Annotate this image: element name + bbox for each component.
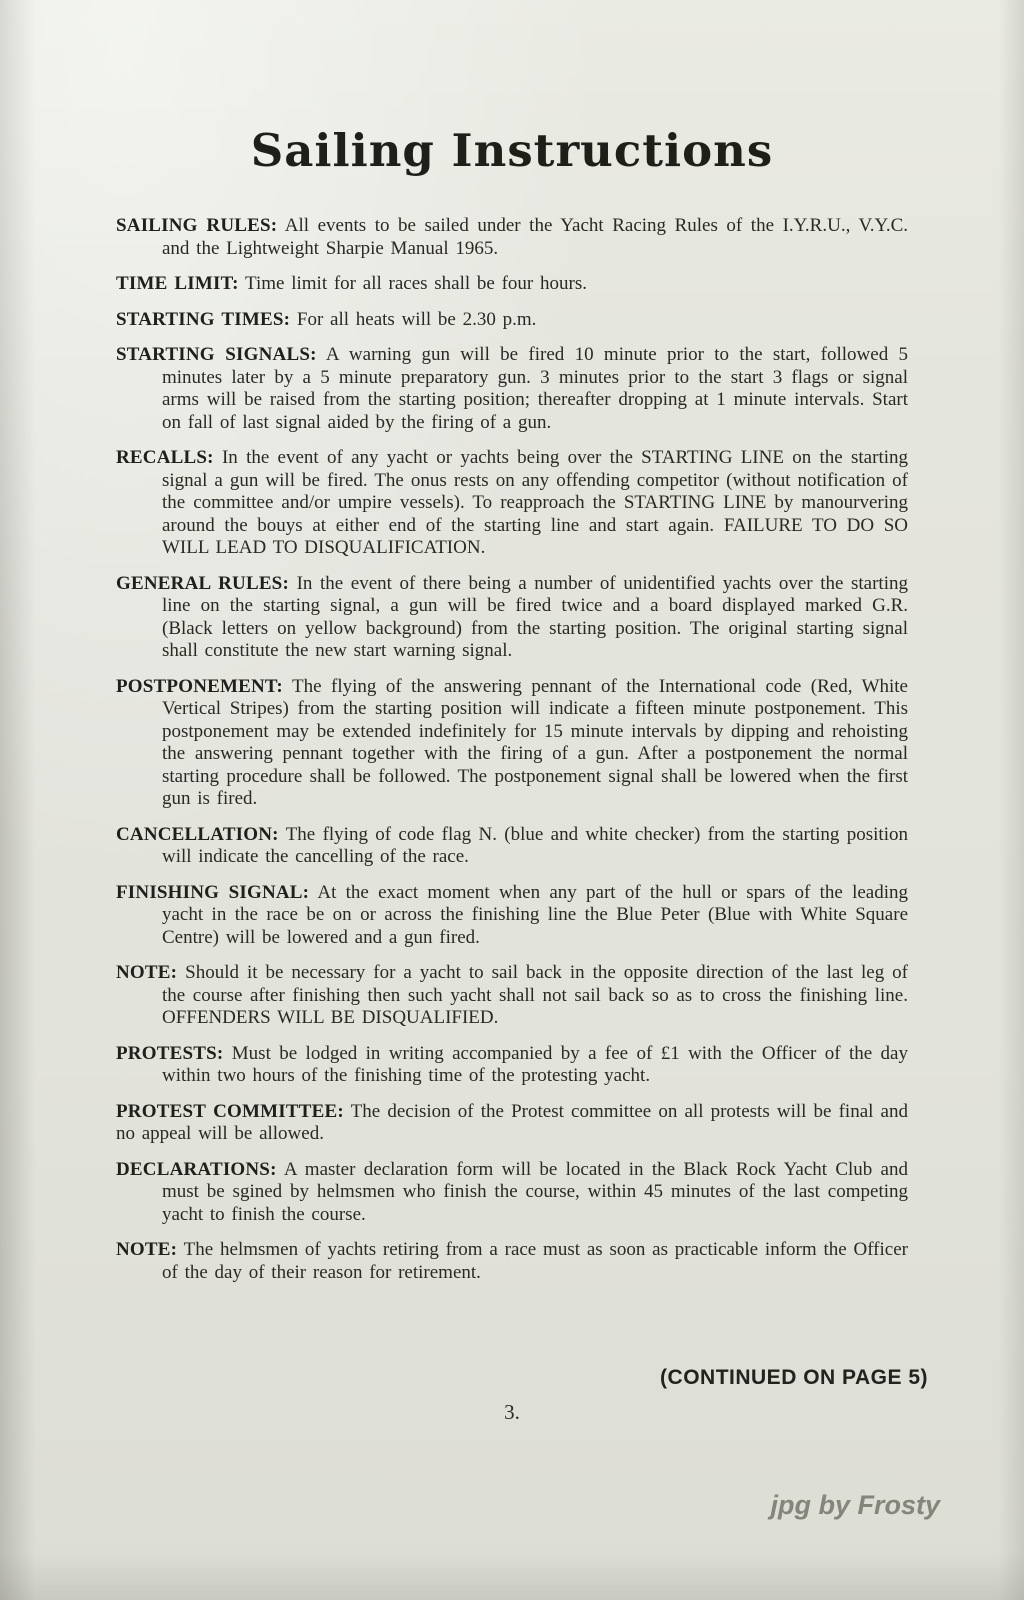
section-label: PROTEST COMMITTEE:	[116, 1100, 344, 1122]
page-title: Sailing Instructions	[250, 124, 774, 177]
section-label: DECLARATIONS:	[116, 1158, 277, 1180]
section-starting-times	[116, 309, 908, 332]
section-text: Time limit for all races shall be four hours.	[245, 273, 587, 294]
section-label: STARTING SIGNALS:	[116, 344, 317, 365]
sections-container	[116, 215, 908, 1284]
section-label: TIME LIMIT:	[116, 273, 239, 294]
section-text: For all heats will be 2.30 p.m.	[296, 308, 537, 330]
section-text: Should it be necessary for a yacht to sail back in the opposite direction of the last leg of the course after finishing then such yacht shall not sail back so as to cross the finishing line. OFFENDERS WILL BE DISQUALIFIED.	[162, 962, 908, 1028]
section-starting-signals	[116, 344, 908, 434]
section-label: SAILING RULES:	[116, 215, 278, 236]
section-cancellation	[116, 824, 908, 869]
section-note-finishing	[116, 962, 908, 1030]
section-label: NOTE:	[116, 962, 178, 983]
section-text: A warning gun will be fired 10 minute prior to the start, followed 5 minutes later by a 5 minute preparatory gun. 3 minutes prior to the start 3 flags or signal arms will be raised from the starting position; thereafter dropping at 1 minute intervals. Start on fall of last signal aided by the firing of a gun.	[162, 344, 909, 433]
section-sailing-rules	[116, 215, 908, 260]
section-text: In the event of any yacht or yachts being over the STARTING LINE on the starting signal a gun will be fired. The onus rests on any offending competitor (without notification of the committee and/or umpire vessels). To reapproach the STARTING LINE by manourvering around the bouys at either end of the starting line and start again. FAILURE TO DO SO WILL LEAD TO DISQUALIFICATION.	[162, 447, 908, 558]
section-label: STARTING TIMES:	[116, 308, 291, 330]
section-label: POSTPONEMENT:	[116, 675, 283, 697]
section-general-rules	[116, 573, 908, 663]
section-protests	[116, 1043, 908, 1088]
watermark: jpg by Frosty	[770, 1490, 940, 1520]
continued-note: (CONTINUED ON PAGE 5)	[660, 1366, 928, 1389]
section-declarations	[116, 1159, 908, 1227]
section-protest-committee	[116, 1101, 908, 1146]
section-label: PROTESTS:	[116, 1042, 224, 1064]
section-text: Must be lodged in writing accompanied by a fee of £1 with the Officer of the day within two hours of the finishing time of the protesting yacht.	[162, 1042, 908, 1086]
section-text: A master declaration form will be located in the Black Rock Yacht Club and must be sgined by helmsmen who finish the course, within 45 minutes of the last competing yacht to finish the course.	[162, 1158, 908, 1225]
page-number: 3.	[504, 1400, 520, 1424]
section-text: The flying of code flag N. (blue and white checker) from the starting position will indicate the cancelling of the race.	[162, 823, 908, 867]
section-text: The helmsmen of yachts retiring from a race must as soon as practicable inform the Officer of the day of their reason for retirement.	[162, 1239, 908, 1283]
section-note-retiring	[116, 1239, 908, 1284]
section-finishing-signal	[116, 882, 908, 950]
section-text: In the event of there being a number of unidentified yachts over the starting line on the starting signal, a gun will be fired twice and a board displayed marked G.R. (Black letters on yellow background) from the starting position. The original starting signal shall constitute the new start warning signal.	[162, 572, 908, 661]
section-label: GENERAL RULES:	[116, 572, 289, 594]
section-label: CANCELLATION:	[116, 823, 279, 845]
section-text: The decision of the Protest committee on all protests will be final and no appeal will be allowed.	[116, 1100, 908, 1144]
section-label: RECALLS:	[116, 447, 214, 468]
section-text: All events to be sailed under the Yacht Racing Rules of the I.Y.R.U., V.Y.C. and the Lightweight Sharpie Manual 1965.	[162, 215, 908, 259]
section-postponement	[116, 676, 908, 811]
section-recalls	[116, 447, 908, 560]
section-text: At the exact moment when any part of the hull or spars of the leading yacht in the race be on or across the finishing line the Blue Peter (Blue with White Square Centre) will be lowered and a gun fired.	[162, 881, 908, 948]
section-label: FINISHING SIGNAL:	[116, 881, 310, 903]
section-text: The flying of the answering pennant of the International code (Red, White Vertical Stripes) from the starting position will indicate a fifteen minute postponement. This postponement may be extended indefinitely for 15 minute intervals by dipping and rehoisting the answering pennant together with the firing of a gun. After a postponement the normal starting procedure shall be followed. The postponement signal shall be lowered when the first gun is fired.	[162, 675, 908, 809]
section-label: NOTE:	[116, 1239, 178, 1260]
section-time-limit	[116, 273, 908, 296]
